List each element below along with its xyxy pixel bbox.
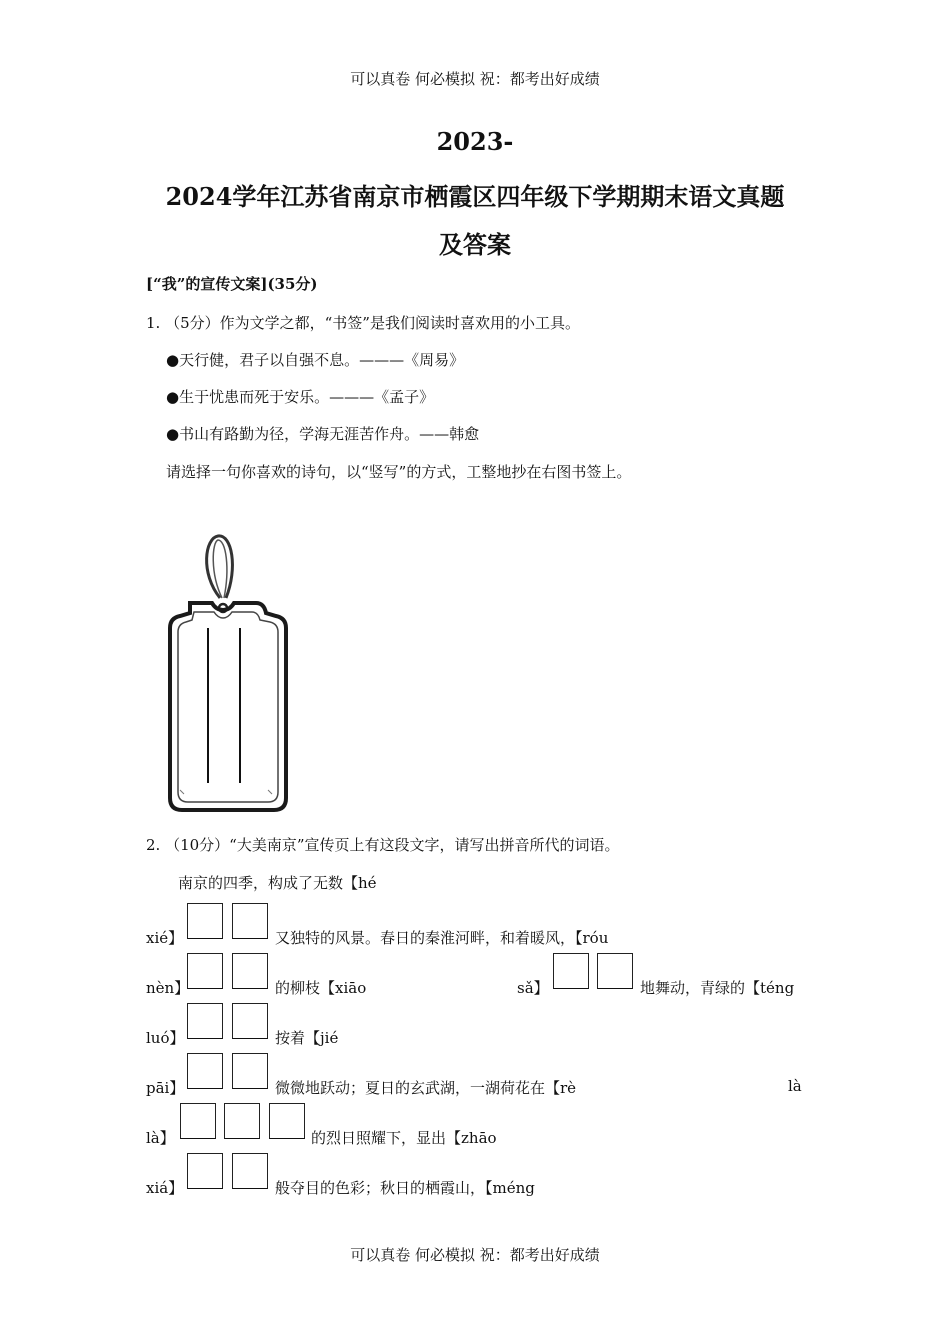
q2-line-6-text: 的烈日照耀下，显出【zhāo (311, 1129, 497, 1147)
pinyin-sa: sǎ】 (517, 979, 549, 997)
q1-quote-3: ●书山有路勤为径，学海无涯苦作舟。——韩愈 (166, 425, 480, 443)
q2-line-7-text: 般夺目的色彩；秋日的栖霞山，【méng (275, 1179, 535, 1197)
answer-box[interactable] (232, 903, 268, 939)
answer-box[interactable] (187, 1153, 223, 1189)
answer-box[interactable] (232, 1053, 268, 1089)
q2-line-2-text: 又独特的风景。春日的秦淮河畔，和着暖风，【róu (275, 929, 609, 947)
answer-box[interactable] (187, 1053, 223, 1089)
q1-quote-2: ●生于忧患而死于安乐。———《孟子》 (166, 388, 435, 406)
answer-box[interactable] (232, 953, 268, 989)
q2-line-5-text: 微微地跃动；夏日的玄武湖，一湖荷花在【rè (275, 1079, 577, 1097)
title-line-1: 2023- (436, 127, 514, 156)
pinyin-la: là (788, 1077, 802, 1095)
pinyin-luo: luó】 (146, 1029, 185, 1047)
answer-box[interactable] (553, 953, 589, 989)
q1-stem: 1. （5分）作为文学之都，“书签”是我们阅读时喜欢用的小工具。 (146, 314, 580, 332)
bookmark-illustration (160, 528, 290, 818)
page-header: 可以真卷 何必模拟 祝：都考出好成绩 (350, 70, 600, 88)
title-line-3: 及答案 (439, 230, 511, 259)
q2-line-4-text: 按着【jié (275, 1029, 339, 1047)
q1-instruction: 请选择一句你喜欢的诗句，以“竖写”的方式，工整地抄在右图书签上。 (166, 463, 632, 481)
q2-line-3-text: 的柳枝【xiāo (275, 979, 367, 997)
answer-box[interactable] (187, 903, 223, 939)
answer-box[interactable] (224, 1103, 260, 1139)
q1-quote-1: ●天行健，君子以自强不息。———《周易》 (166, 351, 465, 369)
answer-box[interactable] (232, 1153, 268, 1189)
answer-box[interactable] (597, 953, 633, 989)
answer-box[interactable] (232, 1003, 268, 1039)
q2-stem: 2. （10分）“大美南京”宣传页上有这段文字，请写出拼音所代的词语。 (146, 836, 620, 854)
q2-line-3-tail: 地舞动，青绿的【téng (640, 979, 795, 997)
pinyin-la-2: là】 (146, 1129, 175, 1147)
pinyin-xia: xiá】 (146, 1179, 184, 1197)
pinyin-nen: nèn】 (146, 979, 190, 997)
pinyin-pai: pāi】 (146, 1079, 185, 1097)
q2-line-1: 南京的四季，构成了无数【hé (178, 874, 377, 892)
answer-box[interactable] (187, 1003, 223, 1039)
title-line-2: 2024学年江苏省南京市栖霞区四年级下学期期末语文真题 (165, 182, 785, 211)
pinyin-xie: xié】 (146, 929, 184, 947)
page-footer: 可以真卷 何必模拟 祝：都考出好成绩 (350, 1246, 600, 1264)
answer-box[interactable] (180, 1103, 216, 1139)
section-heading: [“我”的宣传文案](35分) (146, 275, 318, 293)
answer-box[interactable] (269, 1103, 305, 1139)
answer-box[interactable] (187, 953, 223, 989)
